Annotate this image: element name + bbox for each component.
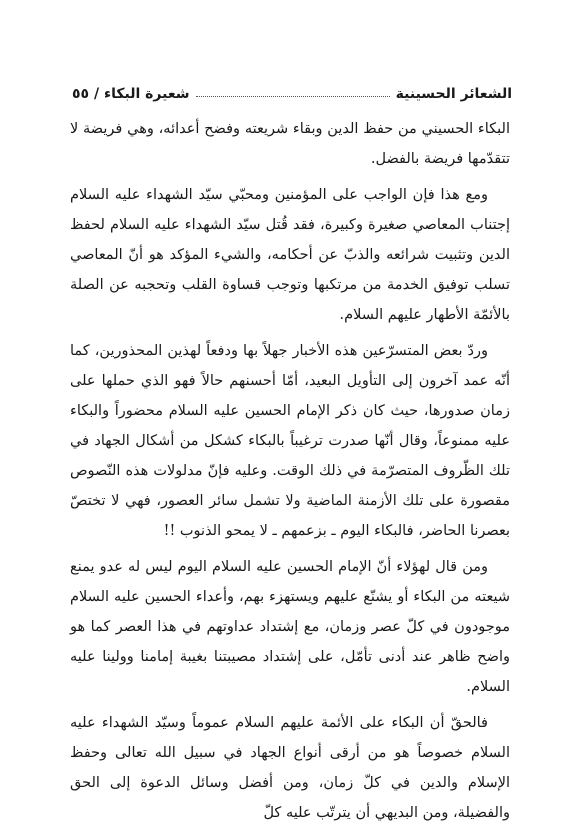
chapter-and-page-number: شعيرة البكاء / ٥٥ [72, 86, 190, 102]
paragraph: ومع هذا فإن الواجب على المؤمنين ومحبّي سيّد الشهداء عليه السلام إجتناب المعاصي صغيرة وكبيرة، فقد قُتل سيّد الشهداء عليه السلام لحفظ الدين وتثبيت شرائعه والذبّ عن أحكامه، والشيء المؤكد هو أنّ المعاصي تسلب توفيق الخدمة من مرتكبها وتوجب قساوة القلب وتحجبه عن الصلة بالأئمّة الأطهار عليهم السلام. [70, 187, 510, 323]
book-title: الشعائر الحسينية [395, 86, 512, 102]
paragraph: وردّ بعض المتسرّعين هذه الأخبار جهلاً بها ودفعاً لهذين المحذورين، كما أنّه عمد آخرون إلى التأويل البعيد، أمّا أحسنهم حالاً فهو الذي حملها على زمان صدورها، حيث كان ذكر الإمام الحسين عليه السلام محضوراً والبكاء عليه ممنوعاً، وقال أنّها صدرت ترغيباً بالبكاء كشكل من أشكال الجهاد في تلك الظّروف المتصرّمة في ذلك الوقت. وعليه فإنّ مدلولات هذه النّصوص مقصورة على تلك الأزمنة الماضية ولا تشمل سائر العصور، فهي لا تختصّ بعصرنا الحاضر، فالبكاء اليوم ـ بزعمهم ـ لا يمحو الذنوب !! [70, 343, 510, 539]
paragraph-continued: البكاء الحسيني من حفظ الدين وبقاء شريعته وفضح أعدائه، وهي فريضة لا تتقدّمها فريضة بالفضل. [70, 121, 510, 167]
page-body [70, 114, 510, 834]
header-dotted-rule [196, 95, 390, 97]
paragraph: فالحقّ أن البكاء على الأئمة عليهم السلام عموماً وسيّد الشهداء عليه السلام خصوصاً هو من أرقى أنواع الجهاد في سبيل الله تعالى وحفظ الإسلام والدين في كلّ زمان، ومن أفضل وسائل الدعوة إلى الحق والفضيلة، ومن البديهي أن يترتّب عليه كلّ [70, 715, 510, 821]
running-header [72, 78, 512, 102]
paragraph: ومن قال لهؤلاء أنّ الإمام الحسين عليه السلام اليوم ليس له عدو يمنع شيعته من البكاء أو يشنّع عليهم ويستهزء بهم، وأعداء الحسين عليه السلام موجودون في كلّ عصر وزمان، مع إشتداد عداوتهم في هذا العصر كما هو واضح ظاهر عند أدنى تأمّل، على إشتداد مصيبتنا بغيبة إمامنا وولينا عليه السلام. [70, 559, 510, 695]
